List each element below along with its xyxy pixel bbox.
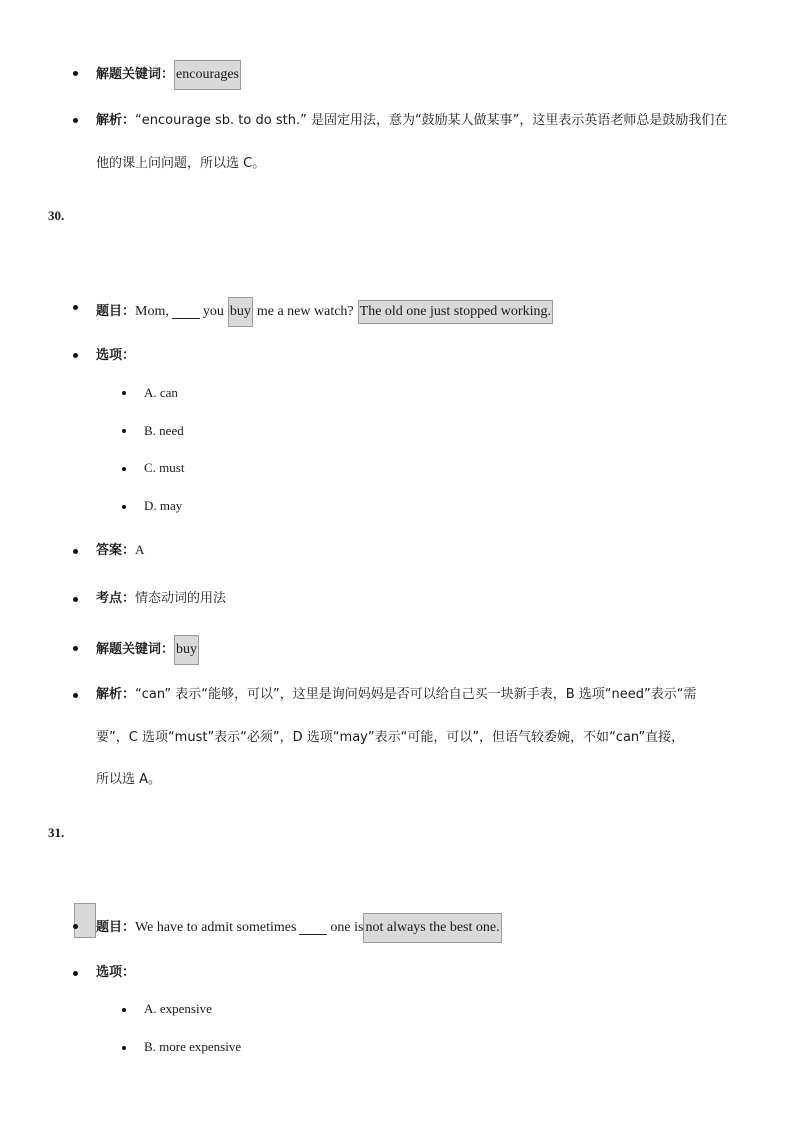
- analysis-label: 解析：: [96, 113, 136, 128]
- option-a: A. can: [144, 385, 178, 400]
- option-b: B. need: [144, 423, 184, 438]
- q31-stem: 题目： We have to admit sometimes one is not always the best one.: [96, 913, 502, 943]
- sub-bullet: [122, 391, 126, 395]
- question-number: 30.: [48, 208, 65, 223]
- q30-options-label: 选项：: [96, 348, 136, 363]
- bullet: [73, 71, 78, 76]
- highlight-marker: [74, 903, 96, 938]
- bullet: [73, 971, 78, 976]
- q30-analysis-line3: 所以选 A。: [96, 772, 162, 787]
- question-number: 31.: [48, 825, 65, 840]
- q30-analysis-line1: 解析：“can” 表示“能够，可以”，这里是询问妈妈是否可以给自己买一块新手表，B 选项“need”表示“需: [96, 687, 697, 702]
- bullet: [73, 597, 78, 602]
- bullet: [73, 305, 78, 310]
- bullet: [73, 118, 78, 123]
- answer-blank: [299, 922, 327, 935]
- sub-bullet: [122, 429, 126, 433]
- highlight-sentence: The old one just stopped working.: [358, 300, 553, 324]
- q29-keyword-row: [96, 60, 241, 90]
- sub-bullet: [122, 505, 126, 509]
- sub-bullet: [122, 467, 126, 471]
- q29-analysis-line2: 他的课上问问题，所以选 C。: [96, 156, 266, 171]
- bullet: [73, 693, 78, 698]
- q30-analysis-line2: 要”，C 选项“must”表示“必须”，D 选项“may”表示“可能，可以”，但语气较委婉，不如“can”直接，: [96, 730, 685, 745]
- highlight-sentence: not always the best one.: [363, 913, 501, 943]
- option-c: C. must: [144, 460, 185, 475]
- sub-bullet: [122, 1008, 126, 1012]
- option-d: D. may: [144, 498, 183, 513]
- q29-analysis-line1: 解析：“encourage sb. to do sth.” 是固定用法，意为“鼓励某人做某事”，这里表示英语老师总是鼓励我们在: [96, 113, 728, 128]
- stem-label: 题目：: [96, 304, 136, 319]
- q31-options-label: 选项：: [96, 965, 136, 980]
- q30-keyword-row: 解题关键词： buy: [96, 635, 199, 665]
- highlight-buy: buy: [228, 297, 253, 327]
- bullet: [73, 646, 78, 651]
- q30-answer: 答案：A: [96, 542, 145, 558]
- sub-bullet: [122, 1046, 126, 1050]
- q30-point: 考点：情态动词的用法: [96, 591, 227, 606]
- keyword-highlight: buy: [174, 635, 199, 665]
- option-a: A. expensive: [144, 1001, 212, 1016]
- option-b: B. more expensive: [144, 1039, 242, 1054]
- keyword-label: 解题关键词：: [96, 67, 175, 82]
- answer-blank: [172, 306, 200, 319]
- bullet: [73, 549, 78, 554]
- q30-stem: 题目： Mom, you buy me a new watch? The old one just stopped working.: [96, 297, 553, 327]
- bullet: [73, 924, 78, 929]
- answer-value: A: [135, 542, 145, 557]
- keyword-highlight: encourages: [174, 60, 241, 90]
- bullet: [73, 353, 78, 358]
